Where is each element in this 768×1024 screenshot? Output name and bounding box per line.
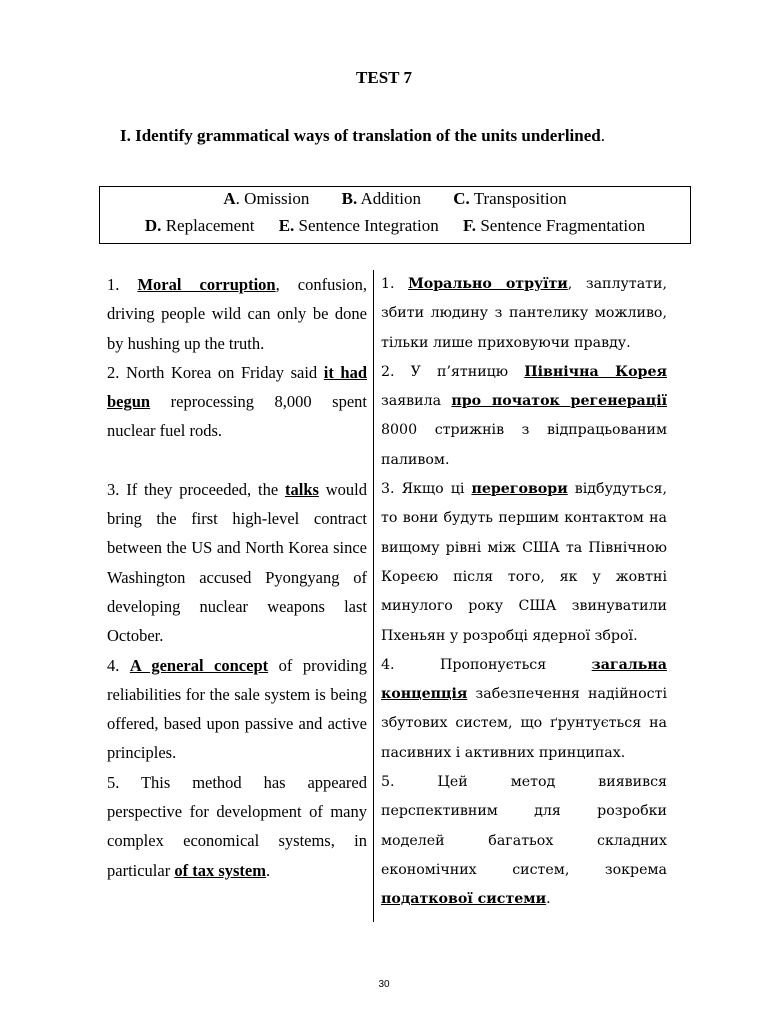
underlined-unit: загальна концепція — [381, 656, 667, 703]
options-box — [99, 186, 691, 244]
column-divider — [373, 270, 374, 922]
underlined-unit: Північна Корея — [524, 363, 667, 380]
options-row-1 — [100, 189, 690, 209]
underlined-unit: A general concept — [129, 655, 269, 675]
english-item-2: 2. North Korea on Friday said it had begun reprocessing 8,000 spent nuclear fuel rods. — [107, 362, 367, 441]
english-item-3: 3. If they proceeded, the talks would bring the first high-level contract between the US and North Korea since Washington accused Pyongyang of developing nuclear weapons last October. — [107, 479, 367, 646]
option-a: A. Omission — [223, 189, 310, 208]
page-number: 30 — [378, 979, 390, 990]
instruction-text: I. Identify grammatical ways of translation of the units underlined — [120, 126, 601, 145]
ukrainian-item-3: 3. Якщо ці переговори відбудуться, то вони будуть першим контактом на вищому рівні між США та Північною Кореєю після того, як у жовтні минулого року США звинуватили Пхеньян у розробці ядерної зброї. — [381, 481, 667, 644]
underlined-unit: податкової системи — [381, 891, 547, 908]
options-row-2 — [100, 216, 690, 236]
underlined-unit: it had begun — [107, 362, 367, 412]
test-title: TEST 7 — [356, 68, 412, 87]
underlined-unit: Moral corruption — [137, 275, 276, 294]
ukrainian-item-2: 2. У п’ятницю Північна Корея заявила про початок регенерації 8000 стрижнів з відпрацьованим паливом. — [381, 363, 667, 468]
english-item-4: 4. A general concept of providing reliabilities for the sale system is being offered, based upon passive and active principles. — [107, 655, 367, 763]
ukrainian-item-4: 4. Пропонується загальна концепція забезпечення надійності збутових систем, що ґрунтується на пасивних і активних принципах. — [381, 656, 667, 761]
ukrainian-item-5: 5. Цей метод виявився перспективним для розробки моделей багатьох складних економічних систем, зокрема податкової системи. — [381, 774, 667, 908]
underlined-unit: Морально отруїти — [408, 276, 568, 292]
underlined-unit: про початок регенерації — [451, 393, 667, 410]
underlined-unit: переговори — [471, 481, 568, 498]
instruction — [120, 126, 605, 146]
english-column — [107, 270, 367, 885]
option-c: C. Transposition — [453, 189, 567, 208]
underlined-unit: talks — [284, 479, 319, 499]
ukrainian-column — [381, 270, 667, 915]
option-e: E. Sentence Integration — [278, 216, 439, 235]
underlined-unit: of tax system — [174, 860, 266, 880]
english-item-1: 1. Moral corruption, confusion, driving people wild can only be done by hushing up the truth. — [107, 275, 367, 353]
ukrainian-item-1: 1. Морально отруїти, заплутати, збити людину з пантелику можливо, тільки лише приховуючи правду. — [381, 276, 667, 351]
option-f: F. Sentence Fragmentation — [462, 216, 646, 235]
instruction-end: . — [600, 126, 605, 145]
option-b: B. Addition — [341, 189, 421, 208]
english-item-5: 5. This method has appeared perspective for development of many complex economical systems, in particular of tax system. — [107, 772, 367, 880]
option-d: D. Replacement — [144, 216, 255, 235]
